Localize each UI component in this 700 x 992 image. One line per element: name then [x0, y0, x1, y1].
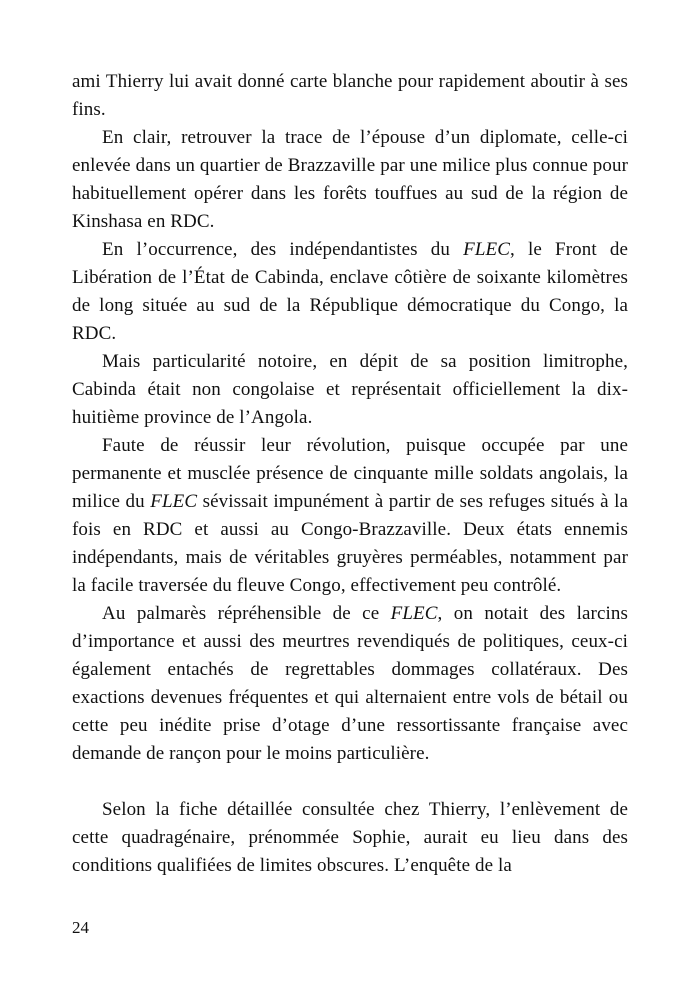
italic-text-segment: FLEC [463, 239, 510, 260]
text-segment: Selon la fiche détaillée consultée chez Thierry, l’enlèvement de cette quadragénaire, prénommée Sophie, aurait eu lieu dans des conditions qualifiées de limites obscures. L’enquête de la [72, 799, 628, 876]
italic-text-segment: FLEC [390, 603, 438, 624]
paragraph [72, 68, 628, 124]
paragraph [72, 124, 628, 236]
text-segment: , le Front de Libération de l’État de Cabinda, enclave côtière de soixante kilomètres de long située au sud de la République démocratique du Congo, la RDC. [72, 239, 628, 344]
paragraph [72, 236, 628, 348]
text-segment: Au palmarès répréhensible de ce [102, 603, 391, 624]
text-segment: sévissait impunément à partir de ses refuges situés à la fois en RDC et aussi au Congo-Brazzaville. Deux états ennemis indépendants, mais de véritables gruyères perméables, notamment par la facile traversée du fleuve Congo, effectivement peu contrôlé. [72, 491, 628, 596]
text-segment: Faute de réussir leur révolution, puisque occupée par une permanente et musclée présence de cinquante mille soldats angolais, la milice du [72, 435, 628, 512]
text-segment: En l’occurrence, des indépendantistes du [102, 239, 464, 260]
text-block [72, 68, 628, 880]
paragraph [72, 600, 628, 768]
paragraph [72, 796, 628, 880]
text-segment: Mais particularité notoire, en dépit de sa position limitrophe, Cabinda était non congolaise et représentait officiellement la dix-huitième province de l’Angola. [72, 351, 628, 428]
text-segment: En clair, retrouver la trace de l’épouse d’un diplomate, celle-ci enlevée dans un quartier de Brazzaville par une milice plus connue pour habituellement opérer dans les forêts touffues au sud de la région de Kinshasa en RDC. [72, 127, 628, 232]
paragraph [72, 432, 628, 600]
page-number: 24 [72, 918, 89, 937]
text-segment: , on notait des larcins d’importance et aussi des meurtres revendiqués de politiques, ceux-ci également entachés de regrettables dommages collatéraux. Des exactions devenues fréquentes et qui alternaient entre vols de bétail ou cette peu inédite prise d’otage d’une ressortissante française avec demande de rançon pour le moins particulière. [72, 603, 628, 764]
italic-text-segment: FLEC [150, 491, 198, 512]
paragraph [72, 348, 628, 432]
text-segment: ami Thierry lui avait donné carte blanche pour rapidement aboutir à ses fins. [72, 71, 628, 120]
